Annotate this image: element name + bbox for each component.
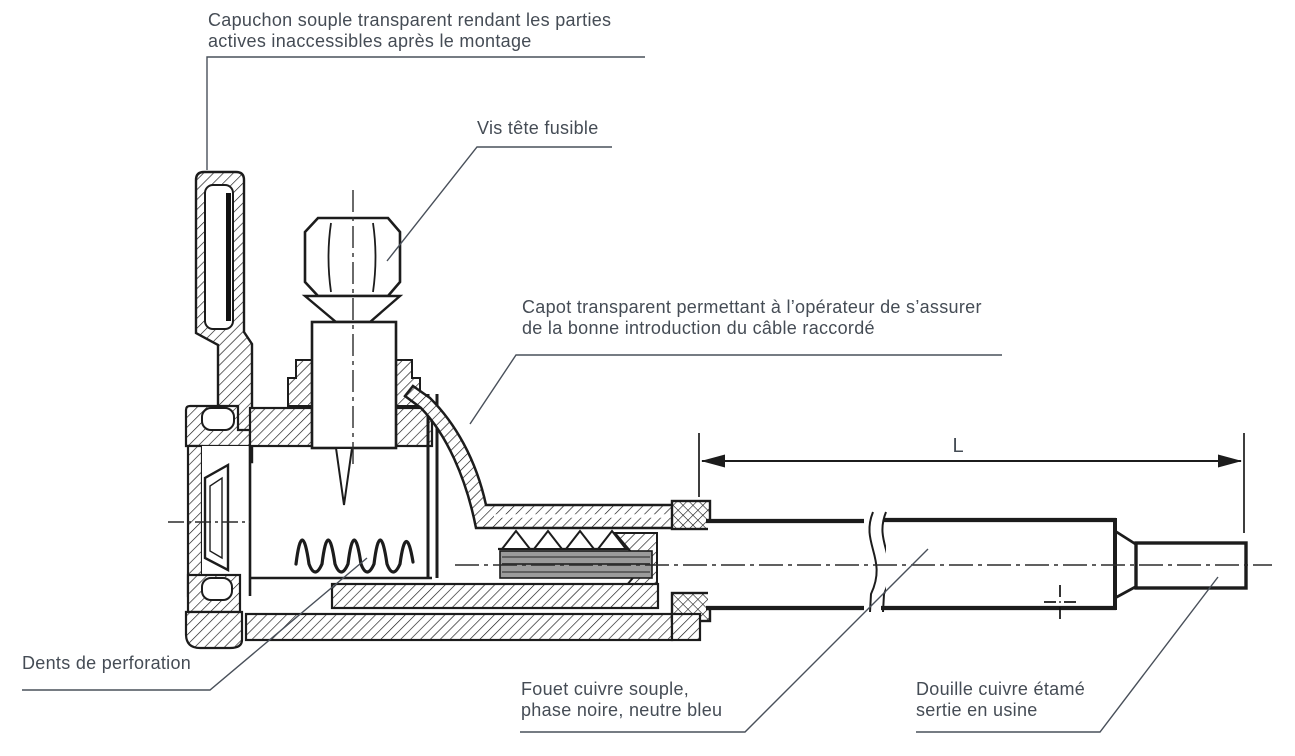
cable bbox=[706, 512, 1137, 612]
leader-vis bbox=[387, 147, 612, 261]
label-fouet-line2: phase noire, neutre bleu bbox=[521, 700, 723, 720]
label-vis bbox=[477, 118, 599, 139]
leader-capot bbox=[470, 355, 1002, 424]
label-douille-line1: Douille cuivre étamé bbox=[916, 679, 1086, 699]
label-capot bbox=[522, 297, 982, 339]
transparent-cover bbox=[405, 386, 710, 529]
label-dents-line1: Dents de perforation bbox=[22, 653, 192, 673]
label-douille bbox=[916, 679, 1085, 721]
label-capot-line1: Capot transparent permettant à l’opérateur de s’assurer bbox=[522, 297, 982, 317]
label-capot-line2: de la bonne introduction du câble raccordé bbox=[522, 318, 875, 338]
lower-housing bbox=[246, 584, 710, 640]
label-capuchon-line2: actives inaccessibles après le montage bbox=[208, 31, 532, 51]
label-vis-line1: Vis tête fusible bbox=[477, 118, 599, 138]
dimension-L-label: L bbox=[952, 435, 964, 457]
perforation-spring bbox=[296, 540, 413, 572]
label-capuchon bbox=[208, 10, 611, 52]
leader-capuchon bbox=[207, 57, 645, 170]
label-dents bbox=[22, 653, 191, 674]
label-fouet bbox=[521, 679, 722, 721]
label-capuchon-line1: Capuchon souple transparent rendant les parties bbox=[208, 10, 612, 30]
left-end-cap bbox=[186, 406, 250, 648]
label-fouet-line1: Fouet cuivre souple, bbox=[521, 679, 690, 699]
label-douille-line2: sertie en usine bbox=[916, 700, 1038, 720]
